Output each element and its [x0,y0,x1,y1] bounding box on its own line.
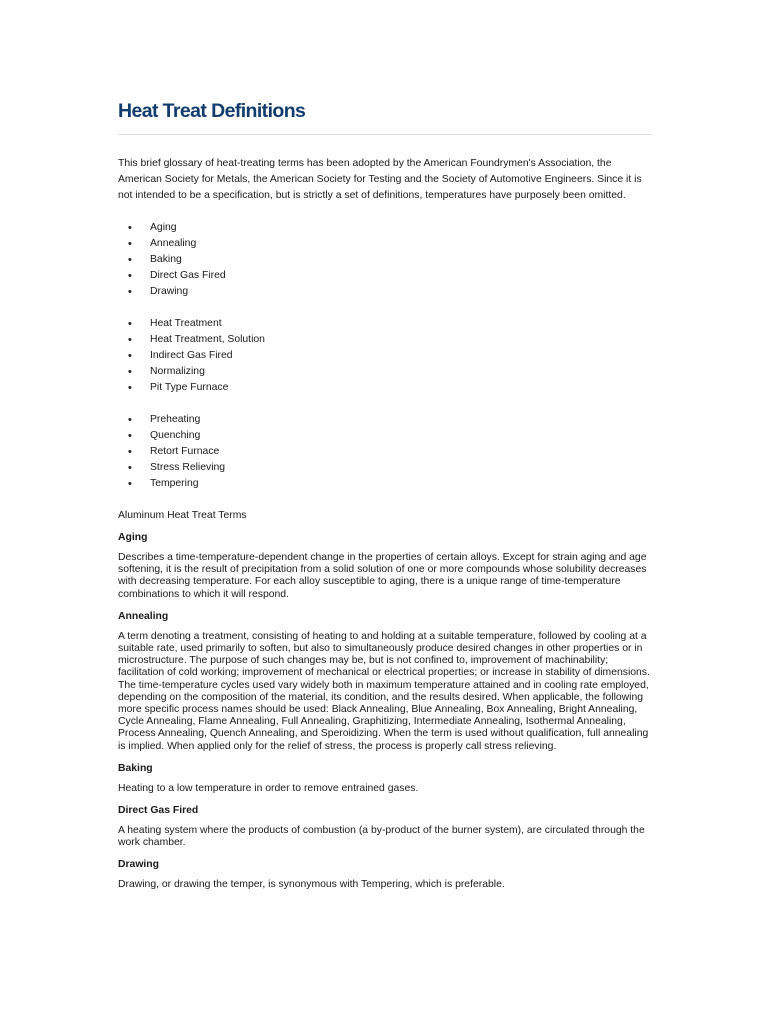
definitions-list [118,530,652,892]
bullet-icon: • [128,254,132,266]
term-index [118,220,652,492]
term-index-label: Retort Furnace [150,446,220,457]
term-index-group [118,412,652,492]
term-index-label: Indirect Gas Fired [150,350,233,361]
page-title: Heat Treat Definitions [118,100,306,122]
term-index-item [118,476,652,492]
term-index-label: Pit Type Furnace [150,382,229,393]
bullet-icon: • [128,222,132,234]
term-index-label: Tempering [150,478,199,489]
term-index-item [118,220,652,236]
bullet-icon: • [128,462,132,474]
definition-entry [118,761,652,795]
term-index-group [118,316,652,396]
bullet-icon: • [128,430,132,442]
term-index-item [118,444,652,460]
term-index-item [118,236,652,252]
term-index-item [118,316,652,332]
bullet-icon: • [128,270,132,282]
definition-entry [118,857,652,891]
term-heading: Drawing [118,859,159,871]
document-page [118,96,652,900]
term-index-label: Direct Gas Fired [150,270,226,281]
term-index-item [118,284,652,300]
term-index-item [118,332,652,348]
term-index-item [118,412,652,428]
intro-paragraph: This brief glossary of heat-treating terms has been adopted by the American Foundrymen's Association, the American Society for Metals, the American Society for Testing and the Society of Automotive Engineers. Since it is not intended to be a specification, but is strictly a set of definitions, temperatures have purposely been omitted. [118,158,642,201]
term-index-label: Preheating [150,414,201,425]
definition-entry [118,609,652,753]
definition-entry [118,530,652,601]
term-definition: A heating system where the products of combustion (a by-product of the burner system), are circulated through the work chamber. [118,825,645,849]
term-index-item [118,348,652,364]
definition-entry [118,803,652,849]
term-index-label: Aging [150,222,177,233]
term-index-item [118,428,652,444]
section-label: Aluminum Heat Treat Terms [118,510,247,521]
term-index-group [118,220,652,300]
term-index-label: Stress Relieving [150,462,226,473]
term-index-item [118,460,652,476]
term-index-label: Heat Treatment [150,318,222,329]
term-index-label: Annealing [150,238,197,249]
term-index-label: Normalizing [150,366,205,377]
bullet-icon: • [128,366,132,378]
term-definition: Heating to a low temperature in order to remove entrained gases. [118,782,419,794]
bullet-icon: • [128,350,132,362]
term-index-label: Heat Treatment, Solution [150,334,265,345]
term-definition: A term denoting a treatment, consisting of heating to and holding at a suitable temperature, followed by cooling at a suitable rate, used primarily to soften, but also to simultaneously produce desired changes in other properties or in microstructure. The purpose of such changes may be, but is not confined to, improvement of machinability; facilitation of cold working; improvement of mechanical or electrical properties; or increase in stability of dimensions. The time-temperature cycles used vary widely both in maximum temperature attained and in cooling rate employed, depending on the composition of the material, its condition, and the results desired. When applicable, the following more specific process names should be used: Black Annealing, Blue Annealing, Box Annealing, Bright Annealing, Cycle Annealing, Flame Annealing, Full Annealing, Graphitizing, Intermediate Annealing, Isothermal Annealing, Process Annealing, Quench Annealing, and Speroidizing. When the term is used without qualification, full annealing is implied. When applied only for the relief of stress, the process is properly call stress relieving. [118,630,650,752]
term-index-item [118,380,652,396]
term-index-label: Drawing [150,286,189,297]
term-definition: Describes a time-temperature-dependent change in the properties of certain alloys. Except for strain aging and age softening, it is the result of precipitation from a solid solution of one or more compounds whose solubility decreases with decreasing temperature. For each alloy susceptible to aging, there is a unique range of time-temperature combinations to which it will respond. [118,552,647,600]
term-heading: Annealing [118,610,169,622]
bullet-icon: • [128,446,132,458]
bullet-icon: • [128,382,132,394]
term-index-label: Quenching [150,430,201,441]
term-index-item [118,268,652,284]
bullet-icon: • [128,414,132,426]
bullet-icon: • [128,478,132,490]
term-heading: Baking [118,762,153,774]
bullet-icon: • [128,318,132,330]
term-heading: Aging [118,532,148,543]
term-index-label: Baking [150,254,182,265]
term-index-item [118,364,652,380]
bullet-icon: • [128,238,132,250]
term-definition: Drawing, or drawing the temper, is synonymous with Tempering, which is preferable. [118,879,505,891]
title-divider [118,134,652,135]
bullet-icon: • [128,286,132,298]
term-index-item [118,252,652,268]
term-heading: Direct Gas Fired [118,805,199,817]
bullet-icon: • [128,334,132,346]
